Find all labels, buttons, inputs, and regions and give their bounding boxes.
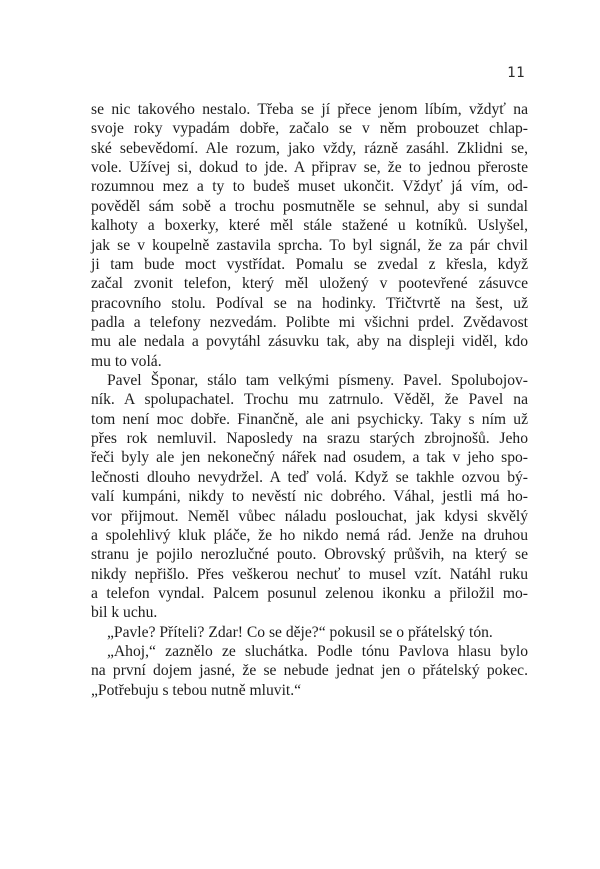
paragraph [91, 100, 528, 371]
page-number: 11 [507, 65, 525, 81]
text-line: mu ale nedala a povytáhl zásuvku tak, aby na displeji viděl, kdo [91, 333, 528, 351]
text-line: nikdy nepřišlo. Přes veškerou nechuť to musel vzít. Natáhl ruku [91, 565, 528, 583]
text-line: ji tam bude moct vystřídat. Pomalu se zvedal z křesla, když [91, 255, 528, 273]
text-line: rozumnou mez a ty to budeš muset ukončit. Vždyť já vím, od- [91, 178, 528, 196]
text-line: bil k uchu. [91, 604, 158, 622]
text-line: přes rok nemluvil. Naposledy na srazu starých zbrojnošů. Jeho [91, 430, 528, 448]
text-line: začal zvonit telefon, který měl uložený v pootevřené zásuvce [91, 275, 528, 293]
text-line: vole. Užívej si, dokud to jde. A připrav se, že to jednou přeroste [91, 159, 528, 177]
text-line: valí kumpáni, nikdy to nevěstí nic dobrého. Váhal, jestli má ho- [91, 488, 528, 506]
text-line: pověděl sám sobě a trochu posmutněle se sehnul, aby si sundal [91, 197, 528, 215]
text-line: a telefon vyndal. Palcem posunul zelenou ikonku a přiložil mo- [91, 584, 528, 602]
paragraph [91, 371, 528, 623]
text-line: lečnosti dlouho nevydržel. A teď volá. Když se takhle ozvou bý- [91, 468, 528, 486]
paragraph [91, 642, 528, 700]
text-line: a spolehlivý kluk pláče, že ho nikdo nemá rád. Jenže na druhou [91, 526, 528, 544]
text-line: ské sebevědomí. Ale rozum, jako vždy, rázně zasáhl. Zklidni se, [91, 139, 528, 157]
text-line: vor přijmout. Neměl vůbec náladu poslouchat, jak kdysi skvělý [91, 507, 528, 525]
text-line: tom není moc dobře. Finančně, ale ani psychicky. Taky s ním už [91, 410, 528, 428]
text-line: stranu je pojilo nerozlučné pouto. Obrovský průšvih, na který se [91, 546, 528, 564]
body-text [91, 100, 528, 700]
text-line: na první dojem jasné, že se nebude jednat jen o přátelský pokec. [91, 662, 528, 680]
text-line: svoje roky vypadám dobře, začalo se v něm probouzet chlap- [91, 120, 528, 138]
text-line: padla a telefony nezvedám. Polibte mi všichni prdel. Zvědavost [91, 313, 528, 331]
text-line: „Potřebuju s tebou nutně mluvit.“ [91, 681, 302, 699]
text-line: se nic takového nestalo. Třeba se jí přece jenom líbím, vždyť na [91, 101, 528, 118]
text-line: jak se v koupelně zastavila sprcha. To byl signál, že za pár chvil [91, 236, 528, 254]
text-line: „Pavle? Příteli? Zdar! Co se děje?“ pokusil se o přátelský tón. [107, 623, 493, 641]
text-line: pracovního stolu. Podíval se na hodinky. Třičtvrtě na šest, už [91, 294, 528, 312]
text-line: mu to volá. [91, 352, 162, 370]
text-line: „Ahoj,“ zaznělo ze sluchátka. Podle tónu Pavlova hlasu bylo [107, 643, 528, 661]
text-line: řeči byly ale jen nekonečný nářek nad osudem, a tak v jeho spo- [91, 449, 528, 467]
paragraph [91, 623, 528, 642]
text-line: kalhoty a boxerky, které měl stále stažené u kotníků. Uslyšel, [91, 217, 528, 235]
text-line: Pavel Šponar, stálo tam velkými písmeny. Pavel. Spolubojov- [107, 372, 528, 390]
text-line: ník. A spolupachatel. Trochu mu zatrnulo. Věděl, že Pavel na [91, 391, 528, 409]
